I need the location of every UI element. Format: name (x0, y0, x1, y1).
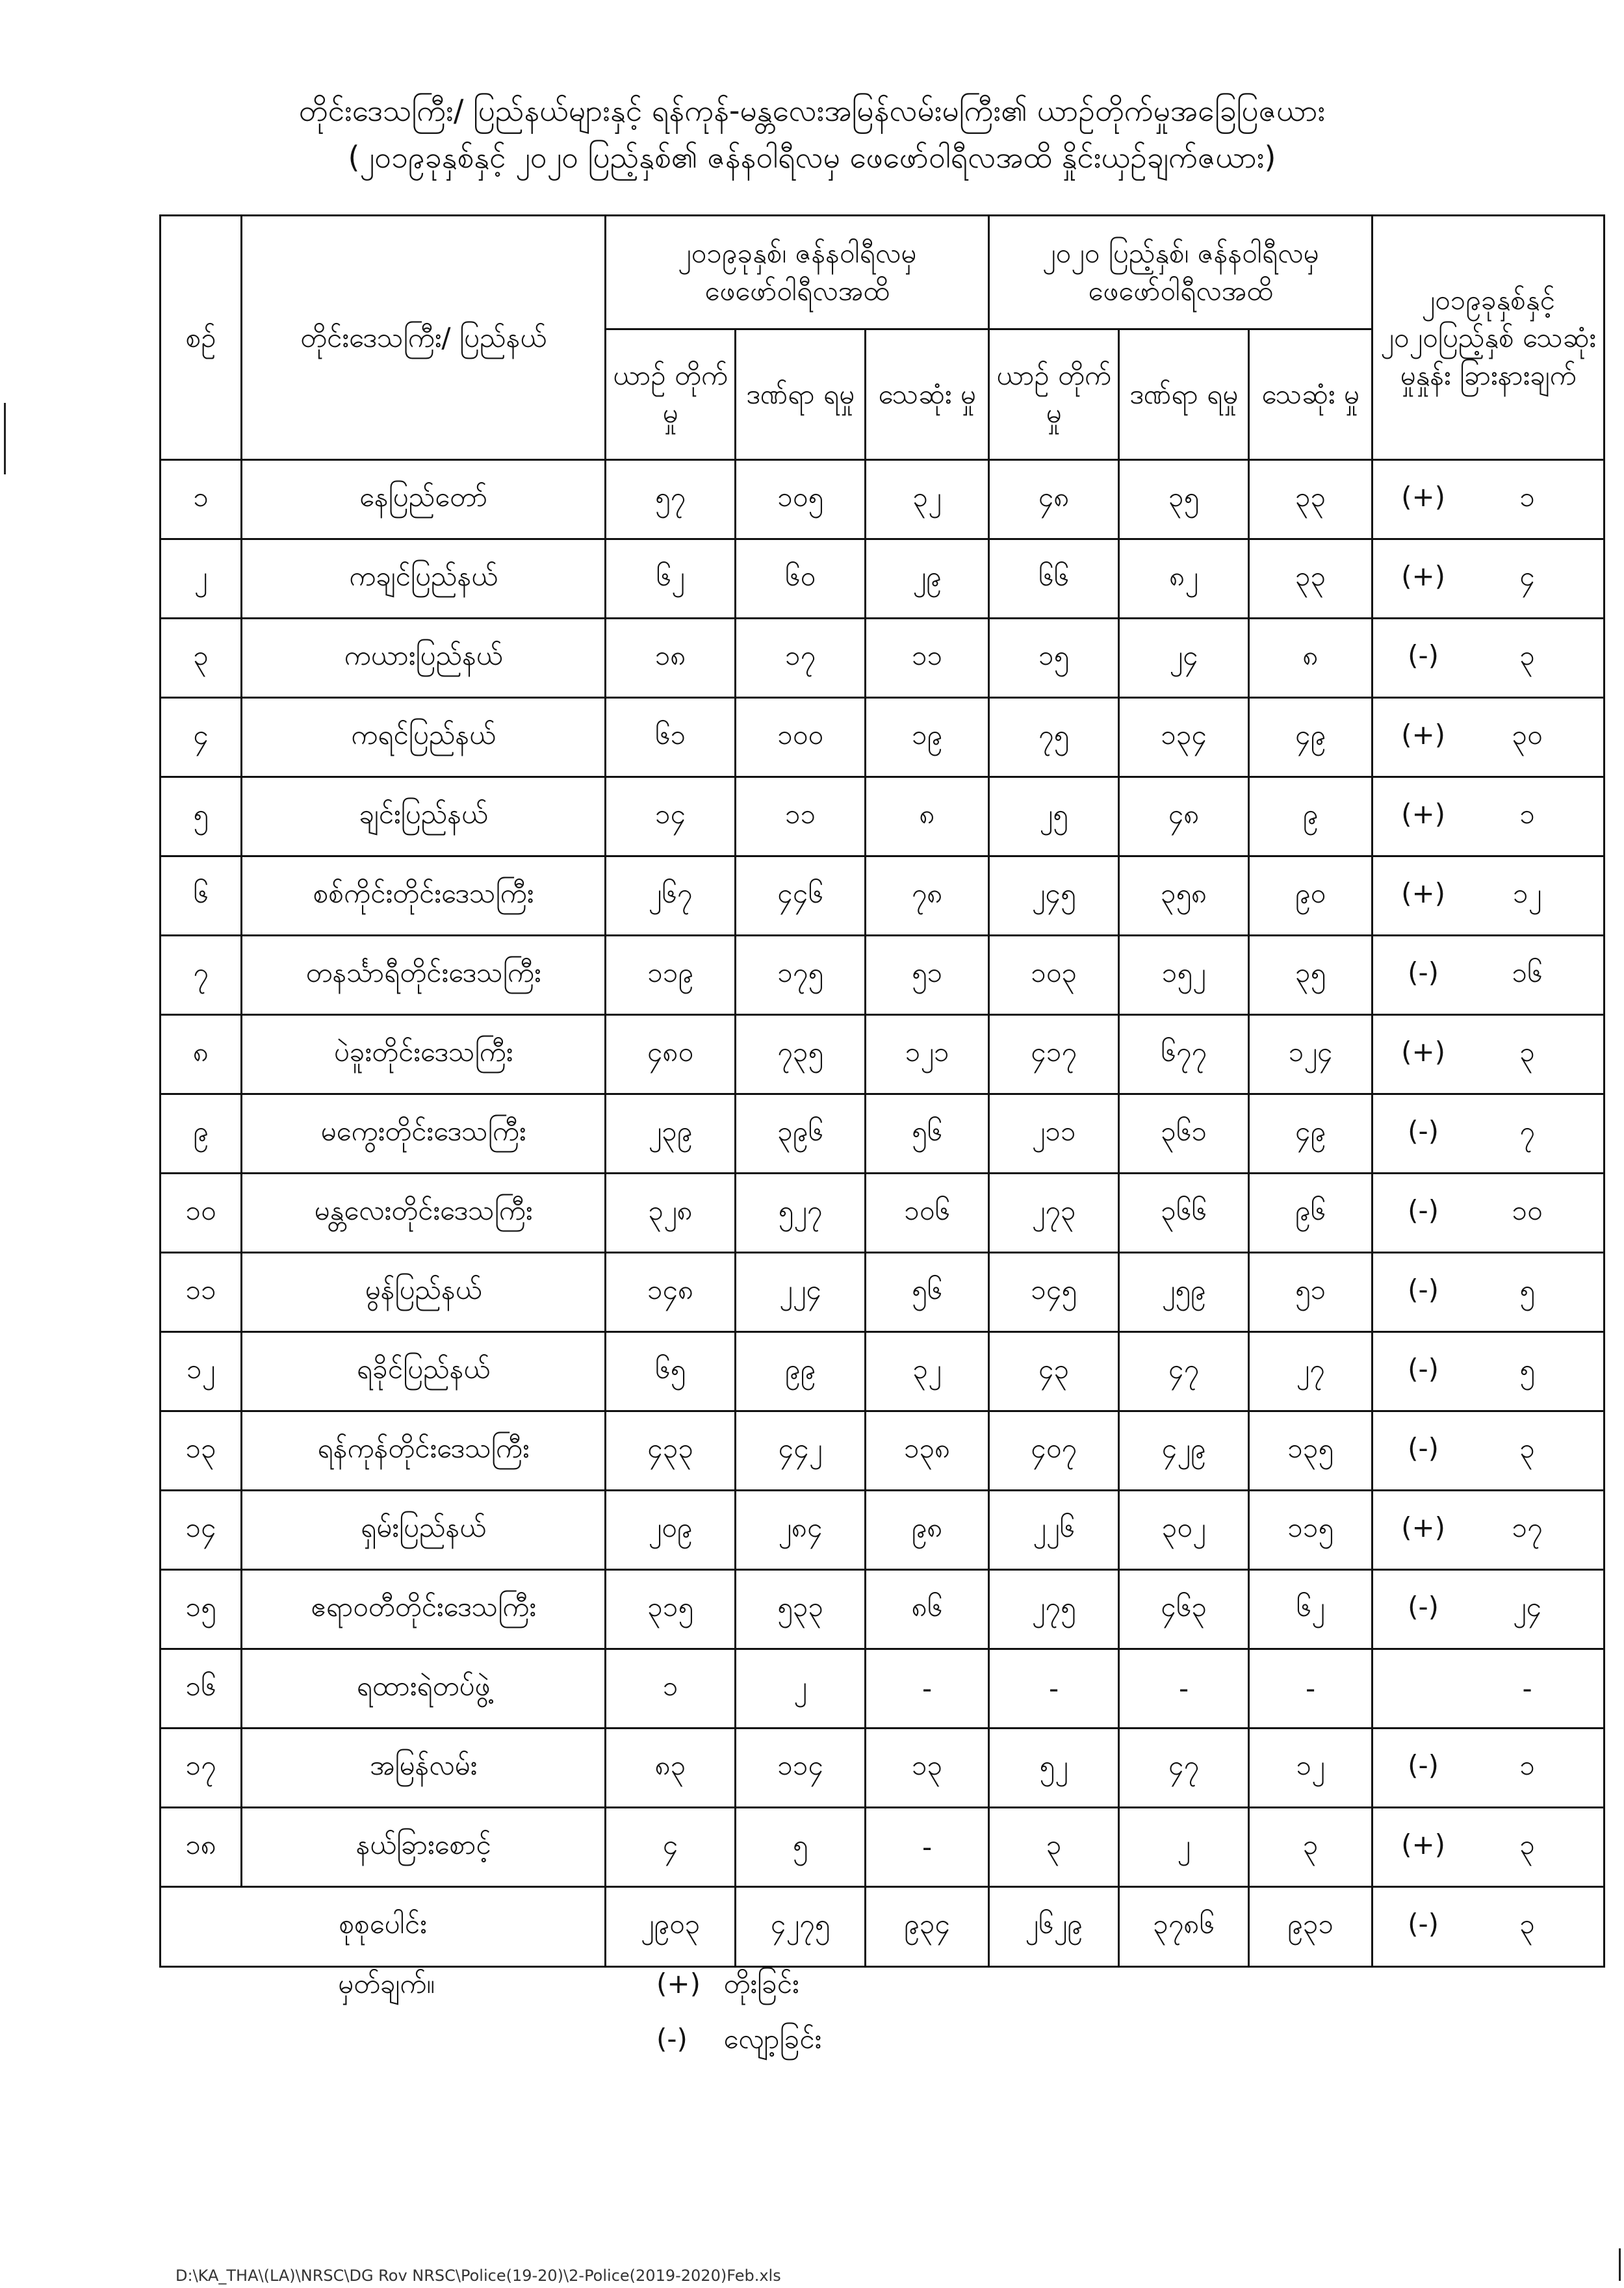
cell-deaths-2020: ၉ (1249, 777, 1373, 856)
cell-accidents-2019: ၆၁ (606, 698, 736, 777)
cell-deaths-2020: ၁၁၅ (1249, 1491, 1373, 1570)
cell-injured-2019: ၇၃၅ (736, 1015, 866, 1094)
cell-row-number: ၅ (161, 777, 242, 856)
cell-injured-2020: ၆၇၇ (1119, 1015, 1249, 1094)
header-accidents-2019: ယာဉ် တိုက်မှု (606, 329, 736, 460)
difference-sign: (-) (1408, 1194, 1439, 1226)
cell-deaths-2020: ၄၉ (1249, 1094, 1373, 1174)
cell-death-difference (1373, 1253, 1605, 1332)
cell-deaths-2019: ၅၆ (866, 1094, 989, 1174)
cell-deaths-2019: - (866, 1649, 989, 1729)
cell-death-difference (1373, 936, 1605, 1015)
cell-deaths-2019: ၁၂၁ (866, 1015, 989, 1094)
cell-injured-2019: ၄၄၂ (736, 1411, 866, 1491)
accident-comparison-table (159, 214, 1605, 1968)
cell-deaths-2020: ၄၉ (1249, 698, 1373, 777)
total-accidents-2019: ၂၉၀၃ (606, 1887, 736, 1967)
table-header-row (161, 216, 1605, 329)
cell-injured-2019: ၆၀ (736, 539, 866, 619)
cell-death-difference (1373, 777, 1605, 856)
cell-deaths-2019: ၁၃၈ (866, 1411, 989, 1491)
cell-accidents-2020: ၆၆ (989, 539, 1119, 619)
cell-row-number: ၁၃ (161, 1411, 242, 1491)
cell-region-name: မန္တလေးတိုင်းဒေသကြီး (242, 1174, 606, 1253)
cell-region-name: ရန်ကုန်တိုင်းဒေသကြီး (242, 1411, 606, 1491)
header-deaths-2020: သေဆုံး မှု (1249, 329, 1373, 460)
cell-accidents-2019: ၅၇ (606, 460, 736, 539)
cell-region-name: မွန်ပြည်နယ် (242, 1253, 606, 1332)
difference-value: ၇ (1519, 1114, 1535, 1147)
cell-death-difference (1373, 1015, 1605, 1094)
table-row (161, 1649, 1605, 1729)
difference-value: ၃ (1519, 1432, 1535, 1464)
cell-death-difference (1373, 1094, 1605, 1174)
table-row (161, 777, 1605, 856)
table-row (161, 936, 1605, 1015)
cell-accidents-2019: ၃၁၅ (606, 1570, 736, 1649)
cell-deaths-2019: ၇၈ (866, 856, 989, 936)
cell-row-number: ၁ (161, 460, 242, 539)
table-row (161, 1174, 1605, 1253)
cell-deaths-2020: ၅၁ (1249, 1253, 1373, 1332)
legend-increase (656, 1966, 799, 2002)
difference-sign: (-) (1408, 1590, 1439, 1623)
cell-accidents-2020: ၂၁၁ (989, 1094, 1119, 1174)
cell-injured-2020: ၄၇ (1119, 1729, 1249, 1808)
cell-accidents-2019: ၂၆၇ (606, 856, 736, 936)
cell-injured-2019: ၁၁၄ (736, 1729, 866, 1808)
total-row (161, 1887, 1605, 1967)
cell-region-name: ရခိုင်ပြည်နယ် (242, 1332, 606, 1411)
difference-sign: (-) (1408, 1114, 1439, 1147)
cell-row-number: ၁၁ (161, 1253, 242, 1332)
cell-deaths-2020: ၃၅ (1249, 936, 1373, 1015)
cell-accidents-2020: ၁၀၃ (989, 936, 1119, 1015)
table-row (161, 1332, 1605, 1411)
cell-region-name: တနင်္သာရီတိုင်းဒေသကြီး (242, 936, 606, 1015)
difference-value: ၁၆ (1512, 956, 1543, 988)
cell-accidents-2020: ၂၂၆ (989, 1491, 1119, 1570)
cell-accidents-2020: - (989, 1649, 1119, 1729)
cell-injured-2020: ၂ (1119, 1808, 1249, 1887)
cell-deaths-2020: - (1249, 1649, 1373, 1729)
cell-injured-2020: ၂၅၉ (1119, 1253, 1249, 1332)
cell-row-number: ၈ (161, 1015, 242, 1094)
cell-accidents-2020: ၂၇၃ (989, 1174, 1119, 1253)
cell-region-name: စစ်ကိုင်းတိုင်းဒေသကြီး (242, 856, 606, 936)
table-row (161, 619, 1605, 698)
cell-accidents-2019: ၆၅ (606, 1332, 736, 1411)
cell-accidents-2019: ၃၂၈ (606, 1174, 736, 1253)
cell-accidents-2020: ၂၇၅ (989, 1570, 1119, 1649)
cell-injured-2019: ၉၉ (736, 1332, 866, 1411)
table-row (161, 1015, 1605, 1094)
cell-deaths-2020: ၉၀ (1249, 856, 1373, 936)
total-deaths-2019: ၉၃၄ (866, 1887, 989, 1967)
cell-deaths-2019: ၃၂ (866, 1332, 989, 1411)
difference-value: ၃ (1519, 1828, 1535, 1860)
difference-sign: (-) (1408, 639, 1439, 671)
cell-injured-2020: ၁၃၄ (1119, 698, 1249, 777)
cell-death-difference (1373, 1649, 1605, 1729)
cell-injured-2019: ၅၂၇ (736, 1174, 866, 1253)
cell-deaths-2020: ၁၂၄ (1249, 1015, 1373, 1094)
table-row (161, 1411, 1605, 1491)
cell-deaths-2019: ၅၁ (866, 936, 989, 1015)
cell-accidents-2019: ၄ (606, 1808, 736, 1887)
cell-deaths-2019: ၈ (866, 777, 989, 856)
difference-sign: (+) (1401, 1511, 1446, 1543)
cell-accidents-2020: ၇၅ (989, 698, 1119, 777)
cell-accidents-2020: ၄၀၇ (989, 1411, 1119, 1491)
cell-row-number: ၂ (161, 539, 242, 619)
cell-injured-2019: ၅ (736, 1808, 866, 1887)
difference-sign: (+) (1401, 797, 1446, 830)
cell-injured-2020: ၃၆၁ (1119, 1094, 1249, 1174)
cell-row-number: ၁၆ (161, 1649, 242, 1729)
table-row (161, 1253, 1605, 1332)
cell-region-name: အမြန်လမ်း (242, 1729, 606, 1808)
cell-row-number: ၃ (161, 619, 242, 698)
cell-accidents-2020: ၄၁၇ (989, 1015, 1119, 1094)
legend-plus-text: တိုးခြင်း (723, 1968, 799, 1999)
cell-death-difference (1373, 460, 1605, 539)
cell-injured-2020: ၃၅၈ (1119, 856, 1249, 936)
difference-value: ၁ (1519, 480, 1535, 513)
cell-deaths-2019: ၁၉ (866, 698, 989, 777)
file-path-footer: D:\KA_THA\(LA)\NRSC\DG Rov NRSC\Police(19-20)\2-Police(2019-2020)Feb.xls (175, 2267, 781, 2285)
cell-injured-2019: ၁၁ (736, 777, 866, 856)
difference-sign: (+) (1401, 877, 1446, 909)
cell-death-difference (1373, 1570, 1605, 1649)
cell-region-name: ရှမ်းပြည်နယ် (242, 1491, 606, 1570)
difference-sign: (-) (1408, 956, 1439, 988)
scan-margin-mark (1619, 2248, 1621, 2281)
cell-deaths-2020: ၉၆ (1249, 1174, 1373, 1253)
cell-accidents-2020: ၁၅ (989, 619, 1119, 698)
table-row (161, 698, 1605, 777)
cell-injured-2019: ၅၃၃ (736, 1570, 866, 1649)
cell-accidents-2020: ၃ (989, 1808, 1119, 1887)
total-injured-2020: ၃၇၈၆ (1119, 1887, 1249, 1967)
cell-injured-2019: ၂ (736, 1649, 866, 1729)
cell-injured-2020: ၄၈ (1119, 777, 1249, 856)
cell-accidents-2019: ၂၀၉ (606, 1491, 736, 1570)
legend-minus-text: လျော့ခြင်း (723, 2023, 822, 2055)
cell-accidents-2020: ၁၄၅ (989, 1253, 1119, 1332)
cell-death-difference (1373, 1332, 1605, 1411)
difference-sign: (-) (1408, 1908, 1439, 1940)
difference-sign: (-) (1408, 1273, 1439, 1305)
cell-deaths-2019: ၉၈ (866, 1491, 989, 1570)
cell-region-name: ဧရာဝတီတိုင်းဒေသကြီး (242, 1570, 606, 1649)
cell-death-difference (1373, 856, 1605, 936)
difference-value: ၁၂ (1512, 877, 1542, 909)
difference-sign: (-) (1408, 1432, 1439, 1464)
cell-deaths-2019: ၈၆ (866, 1570, 989, 1649)
header-period-2019: ၂၀၁၉ခုနှစ်၊ ဇန်နဝါရီလမှ ဖေဖော်ဝါရီလအထိ (606, 216, 989, 329)
table-row (161, 539, 1605, 619)
cell-injured-2020: ၄၂၉ (1119, 1411, 1249, 1491)
difference-value: ၁ (1519, 797, 1535, 830)
document-title: တိုင်းဒေသကြီး/ ပြည်နယ်များနှင့် ရန်ကုန်-မန္တလေးအမြန်လမ်းမကြီး၏ ယာဉ်တိုက်မှုအခြေပြဇယား (298, 93, 1326, 128)
cell-death-difference (1373, 698, 1605, 777)
cell-accidents-2019: ၁၁၉ (606, 936, 736, 1015)
cell-death-difference (1373, 1887, 1605, 1967)
difference-sign: (-) (1408, 1749, 1439, 1781)
cell-death-difference (1373, 1808, 1605, 1887)
cell-accidents-2019: ၈၃ (606, 1729, 736, 1808)
cell-injured-2020: ၁၅၂ (1119, 936, 1249, 1015)
header-death-rate-difference: ၂၀၁၉ခုနှစ်နှင့် ၂၀၂၀ပြည့်နှစ် သေဆုံးမှုနှုန်း ခြားနားချက် (1373, 216, 1605, 460)
total-accidents-2020: ၂၆၂၉ (989, 1887, 1119, 1967)
cell-deaths-2020: ၃၃ (1249, 460, 1373, 539)
difference-value: ၃ (1519, 1908, 1535, 1940)
cell-deaths-2019: ၁၃ (866, 1729, 989, 1808)
legend-plus-sign: (+) (656, 1968, 701, 1999)
cell-deaths-2020: ၆၂ (1249, 1570, 1373, 1649)
difference-sign: (+) (1401, 718, 1446, 751)
cell-deaths-2019: ၁၀၆ (866, 1174, 989, 1253)
cell-row-number: ၁၇ (161, 1729, 242, 1808)
total-deaths-2020: ၉၃၁ (1249, 1887, 1373, 1967)
difference-value: ၃၀ (1512, 718, 1543, 751)
cell-injured-2020: ၂၄ (1119, 619, 1249, 698)
cell-injured-2020: - (1119, 1649, 1249, 1729)
difference-sign: (+) (1401, 559, 1446, 592)
cell-injured-2019: ၁၇၅ (736, 936, 866, 1015)
cell-deaths-2019: ၅၆ (866, 1253, 989, 1332)
document-subtitle: (၂၀၁၉ခုနှစ်နှင့် ၂၀၂၀ ပြည့်နှစ်၏ ဇန်နဝါရီလမှ ဖေဖော်ဝါရီလအထိ နှိုင်းယှဉ်ချက်ဇယား) (348, 140, 1276, 175)
notes-label: မှတ်ချက်။ (338, 1968, 435, 1999)
difference-value: - (1522, 1673, 1532, 1704)
cell-row-number: ၉ (161, 1094, 242, 1174)
cell-accidents-2019: ၄၈၀ (606, 1015, 736, 1094)
cell-row-number: ၇ (161, 936, 242, 1015)
cell-death-difference (1373, 1729, 1605, 1808)
difference-value: ၂၄ (1512, 1590, 1542, 1623)
cell-accidents-2019: ၂၃၉ (606, 1094, 736, 1174)
legend-decrease (656, 2021, 821, 2057)
difference-sign: (+) (1401, 1035, 1446, 1068)
cell-row-number: ၁၈ (161, 1808, 242, 1887)
cell-accidents-2020: ၄၈ (989, 460, 1119, 539)
cell-death-difference (1373, 539, 1605, 619)
table-row (161, 1808, 1605, 1887)
table-row (161, 1094, 1605, 1174)
cell-deaths-2019: ၂၉ (866, 539, 989, 619)
cell-injured-2019: ၁၇ (736, 619, 866, 698)
header-injured-2019: ဒဏ်ရာ ရမှု (736, 329, 866, 460)
cell-deaths-2020: ၃၃ (1249, 539, 1373, 619)
cell-death-difference (1373, 619, 1605, 698)
header-region: တိုင်းဒေသကြီး/ ပြည်နယ် (242, 216, 606, 460)
difference-value: ၁၇ (1512, 1511, 1543, 1543)
cell-injured-2020: ၄၆၃ (1119, 1570, 1249, 1649)
cell-death-difference (1373, 1491, 1605, 1570)
cell-deaths-2020: ၃ (1249, 1808, 1373, 1887)
cell-injured-2020: ၃၀၂ (1119, 1491, 1249, 1570)
cell-accidents-2020: ၅၂ (989, 1729, 1119, 1808)
table-row (161, 460, 1605, 539)
cell-injured-2019: ၁၀၀ (736, 698, 866, 777)
total-injured-2019: ၄၂၇၅ (736, 1887, 866, 1967)
cell-death-difference (1373, 1411, 1605, 1491)
cell-row-number: ၁၄ (161, 1491, 242, 1570)
cell-deaths-2019: ၃၂ (866, 460, 989, 539)
header-deaths-2019: သေဆုံး မှု (866, 329, 989, 460)
cell-injured-2020: ၃၅ (1119, 460, 1249, 539)
difference-value: ၃ (1519, 639, 1535, 671)
header-injured-2020: ဒဏ်ရာ ရမှု (1119, 329, 1249, 460)
cell-deaths-2020: ၈ (1249, 619, 1373, 698)
cell-injured-2020: ၃၆၆ (1119, 1174, 1249, 1253)
cell-injured-2020: ၈၂ (1119, 539, 1249, 619)
cell-accidents-2019: ၁၈ (606, 619, 736, 698)
difference-value: ၁၀ (1512, 1194, 1543, 1226)
cell-region-name: ကရင်ပြည်နယ် (242, 698, 606, 777)
scan-margin-mark (4, 403, 6, 474)
cell-row-number: ၁၂ (161, 1332, 242, 1411)
cell-accidents-2019: ၁ (606, 1649, 736, 1729)
cell-accidents-2019: ၆၂ (606, 539, 736, 619)
cell-region-name: ကချင်ပြည်နယ် (242, 539, 606, 619)
difference-sign: (+) (1401, 480, 1446, 513)
cell-region-name: နယ်ခြားစောင့် (242, 1808, 606, 1887)
cell-region-name: ကယားပြည်နယ် (242, 619, 606, 698)
cell-accidents-2019: ၁၄၈ (606, 1253, 736, 1332)
cell-region-name: မကွေးတိုင်းဒေသကြီး (242, 1094, 606, 1174)
cell-deaths-2019: - (866, 1808, 989, 1887)
cell-accidents-2020: ၄၃ (989, 1332, 1119, 1411)
difference-value: ၅ (1519, 1352, 1535, 1385)
difference-value: ၁ (1519, 1749, 1535, 1781)
cell-injured-2019: ၃၉၆ (736, 1094, 866, 1174)
difference-value: ၄ (1519, 559, 1535, 592)
cell-deaths-2020: ၁၃၅ (1249, 1411, 1373, 1491)
table-row (161, 856, 1605, 936)
table-row (161, 1570, 1605, 1649)
cell-row-number: ၁၅ (161, 1570, 242, 1649)
table-row (161, 1729, 1605, 1808)
cell-accidents-2020: ၂၄၅ (989, 856, 1119, 936)
difference-value: ၅ (1519, 1273, 1535, 1305)
difference-value: ၃ (1519, 1035, 1535, 1068)
cell-accidents-2019: ၁၄ (606, 777, 736, 856)
cell-region-name: ရထားရဲတပ်ဖွဲ့ (242, 1649, 606, 1729)
legend-minus-sign: (-) (656, 2023, 688, 2055)
cell-region-name: နေပြည်တော် (242, 460, 606, 539)
cell-death-difference (1373, 1174, 1605, 1253)
cell-accidents-2019: ၄၃၃ (606, 1411, 736, 1491)
cell-region-name: ချင်းပြည်နယ် (242, 777, 606, 856)
cell-row-number: ၁၀ (161, 1174, 242, 1253)
total-label: စုစုပေါင်း (161, 1887, 606, 1967)
header-no: စဉ် (161, 216, 242, 460)
table-row (161, 1491, 1605, 1570)
cell-row-number: ၄ (161, 698, 242, 777)
cell-deaths-2020: ၂၇ (1249, 1332, 1373, 1411)
cell-region-name: ပဲခူးတိုင်းဒေသကြီး (242, 1015, 606, 1094)
cell-row-number: ၆ (161, 856, 242, 936)
cell-deaths-2020: ၁၂ (1249, 1729, 1373, 1808)
cell-deaths-2019: ၁၁ (866, 619, 989, 698)
cell-injured-2020: ၄၇ (1119, 1332, 1249, 1411)
table-body (161, 460, 1605, 1967)
difference-sign: (+) (1401, 1828, 1446, 1860)
cell-injured-2019: ၄၄၆ (736, 856, 866, 936)
cell-injured-2019: ၂၈၄ (736, 1491, 866, 1570)
cell-injured-2019: ၁၀၅ (736, 460, 866, 539)
cell-injured-2019: ၂၂၄ (736, 1253, 866, 1332)
header-accidents-2020: ယာဉ် တိုက်မှု (989, 329, 1119, 460)
difference-sign: (-) (1408, 1352, 1439, 1385)
header-period-2020: ၂၀၂၀ ပြည့်နှစ်၊ ဇန်နဝါရီလမှ ဖေဖော်ဝါရီလအထိ (989, 216, 1373, 329)
cell-accidents-2020: ၂၅ (989, 777, 1119, 856)
